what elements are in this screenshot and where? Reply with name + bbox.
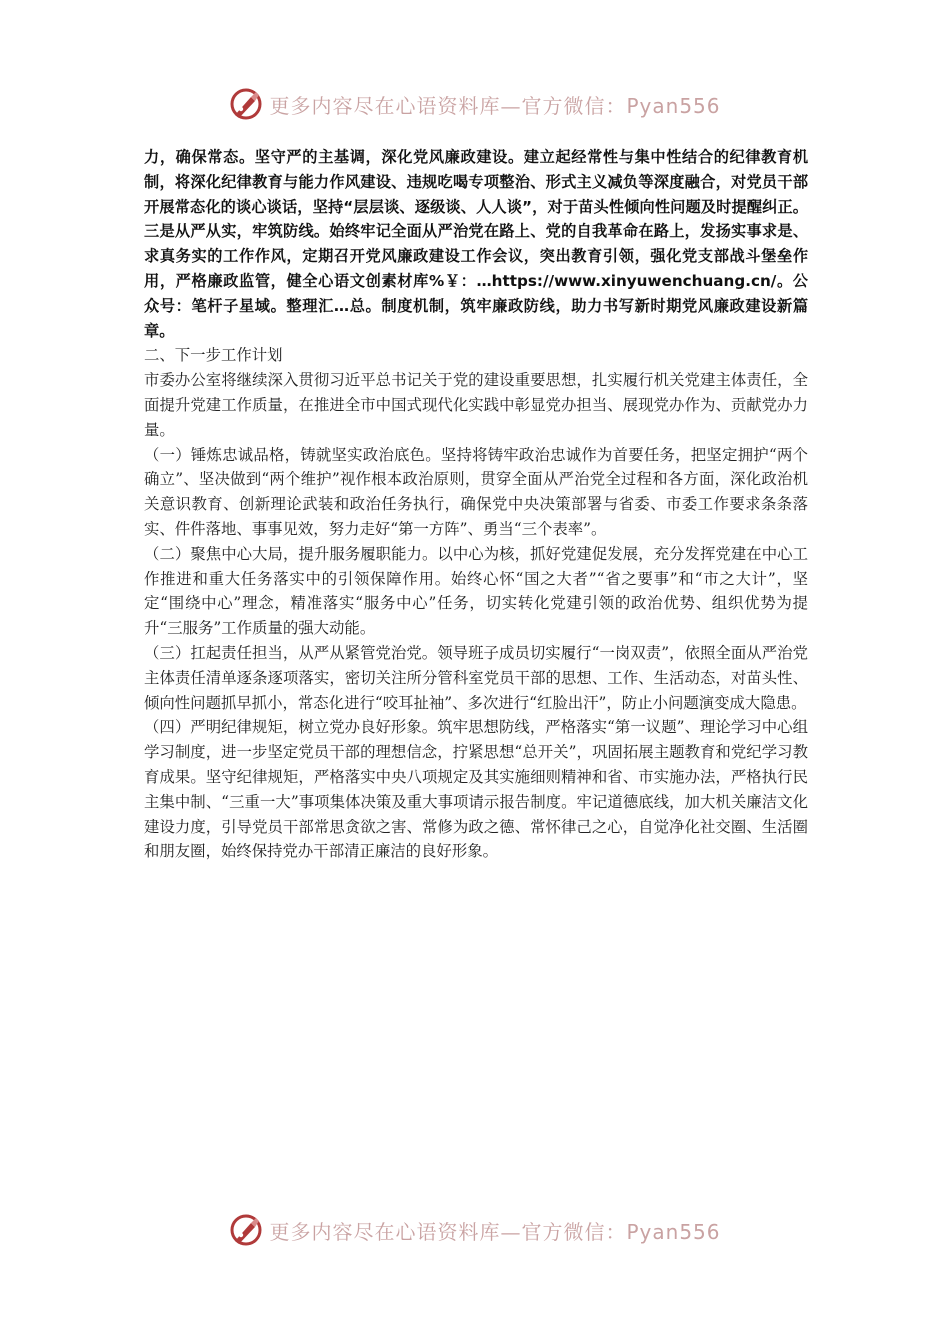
header-wechat-id: Pyan556 <box>626 93 721 118</box>
section-heading: 二、下一步工作计划 <box>144 346 283 365</box>
plan-item-3: （三）扛起责任担当，从严从紧管党治党。领导班子成员切实履行“一岗双责”，依照全面从严治党主体责任清单逐条逐项落实，密切关注所分管科室党员干部的思想、工作、生活动态，对苗头性、倾向性问题抓早抓小，常态化进行“咬耳扯袖”、多次进行“红脸出汗”，防止小问题演变成大隐患。 <box>144 643 808 712</box>
header-banner <box>0 84 950 124</box>
pen-writing-logo-icon <box>229 87 263 121</box>
plan-item-4: （四）严明纪律规矩，树立党办良好形象。筑牢思想防线，严格落实“第一议题”、理论学习中心组学习制度，进一步坚定党员干部的理想信念，拧紧思想“总开关”，巩固拓展主题教育和党纪学习教育成果。坚守纪律规矩，严格落实中央八项规定及其实施细则精神和省、市实施办法，严格执行民主集中制、“三重一大”事项集体决策及重大事项请示报告制度。牢记道德底线，加大机关廉洁文化建设力度，引导党员干部常思贪欲之害、常修为政之德、常怀律己之心，自觉净化社交圈、生活圈和朋友圈，始终保持党办干部清正廉洁的良好形象。 <box>144 718 808 861</box>
footer-banner <box>0 1210 950 1250</box>
document-body <box>144 145 808 864</box>
footer-wechat-id: Pyan556 <box>626 1219 721 1244</box>
header-banner-text: 更多内容尽在心语资料库—官方微信：Pyan556 <box>269 93 721 118</box>
section-intro-paragraph: 市委办公室将继续深入贯彻习近平总书记关于党的建设重要思想，扎实履行机关党建主体责任，全面提升党建工作质量，在推进全市中国式现代化实践中彰显党办担当、展现党办作为、贡献党办力量。 <box>144 371 808 439</box>
pen-writing-logo-icon <box>229 1213 263 1247</box>
footer-banner-text: 更多内容尽在心语资料库—官方微信：Pyan556 <box>269 1219 721 1244</box>
plan-item-1: （一）锤炼忠诚品格，铸就坚实政治底色。坚持将铸牢政治忠诚作为首要任务，把坚定拥护“两个确立”、坚决做到“两个维护”视作根本政治原则，贯穿全面从严治党全过程和各方面，深化政治机关意识教育、创新理论武装和政治任务执行，确保党中央决策部署与省委、市委工作要求条条落实、件件落地、事事见效，努力走好“第一方阵”、勇当“三个表率”。 <box>144 445 808 538</box>
intro-paragraph: 力，确保常态。坚守严的主基调，深化党风廉政建设。建立起经常性与集中性结合的纪律教育机制，将深化纪律教育与能力作风建设、违规吃喝专项整治、形式主义减负等深度融合，对党员干部开展常态化的谈心谈话，坚持“层层谈、逐级谈、人人谈”，对于苗头性倾向性问题及时提醒纠正。三是从严从实，牢筑防线。始终牢记全面从严治党在路上、党的自我革命在路上，发扬实事求是、求真务实的工作作风，定期召开党风廉政建设工作会议，突出教育引领，强化党支部战斗堡垒作用，严格廉政监管，健全心语文创素材库%￥：…https://www.xinyuwenchuang.cn/。公众号：笔杆子星域。整理汇…总。制度机制，筑牢廉政防线，助力书写新时期党风廉政建设新篇章。 <box>144 148 808 340</box>
plan-item-2: （二）聚焦中心大局，提升服务履职能力。以中心为核，抓好党建促发展，充分发挥党建在中心工作推进和重大任务落实中的引领保障作用。始终心怀“国之大者”“省之要事”和“市之大计”，坚定“围绕中心”理念，精准落实“服务中心”任务，切实转化党建引领的政治优势、组织优势为提升“三服务”工作质量的强大动能。 <box>144 544 808 638</box>
